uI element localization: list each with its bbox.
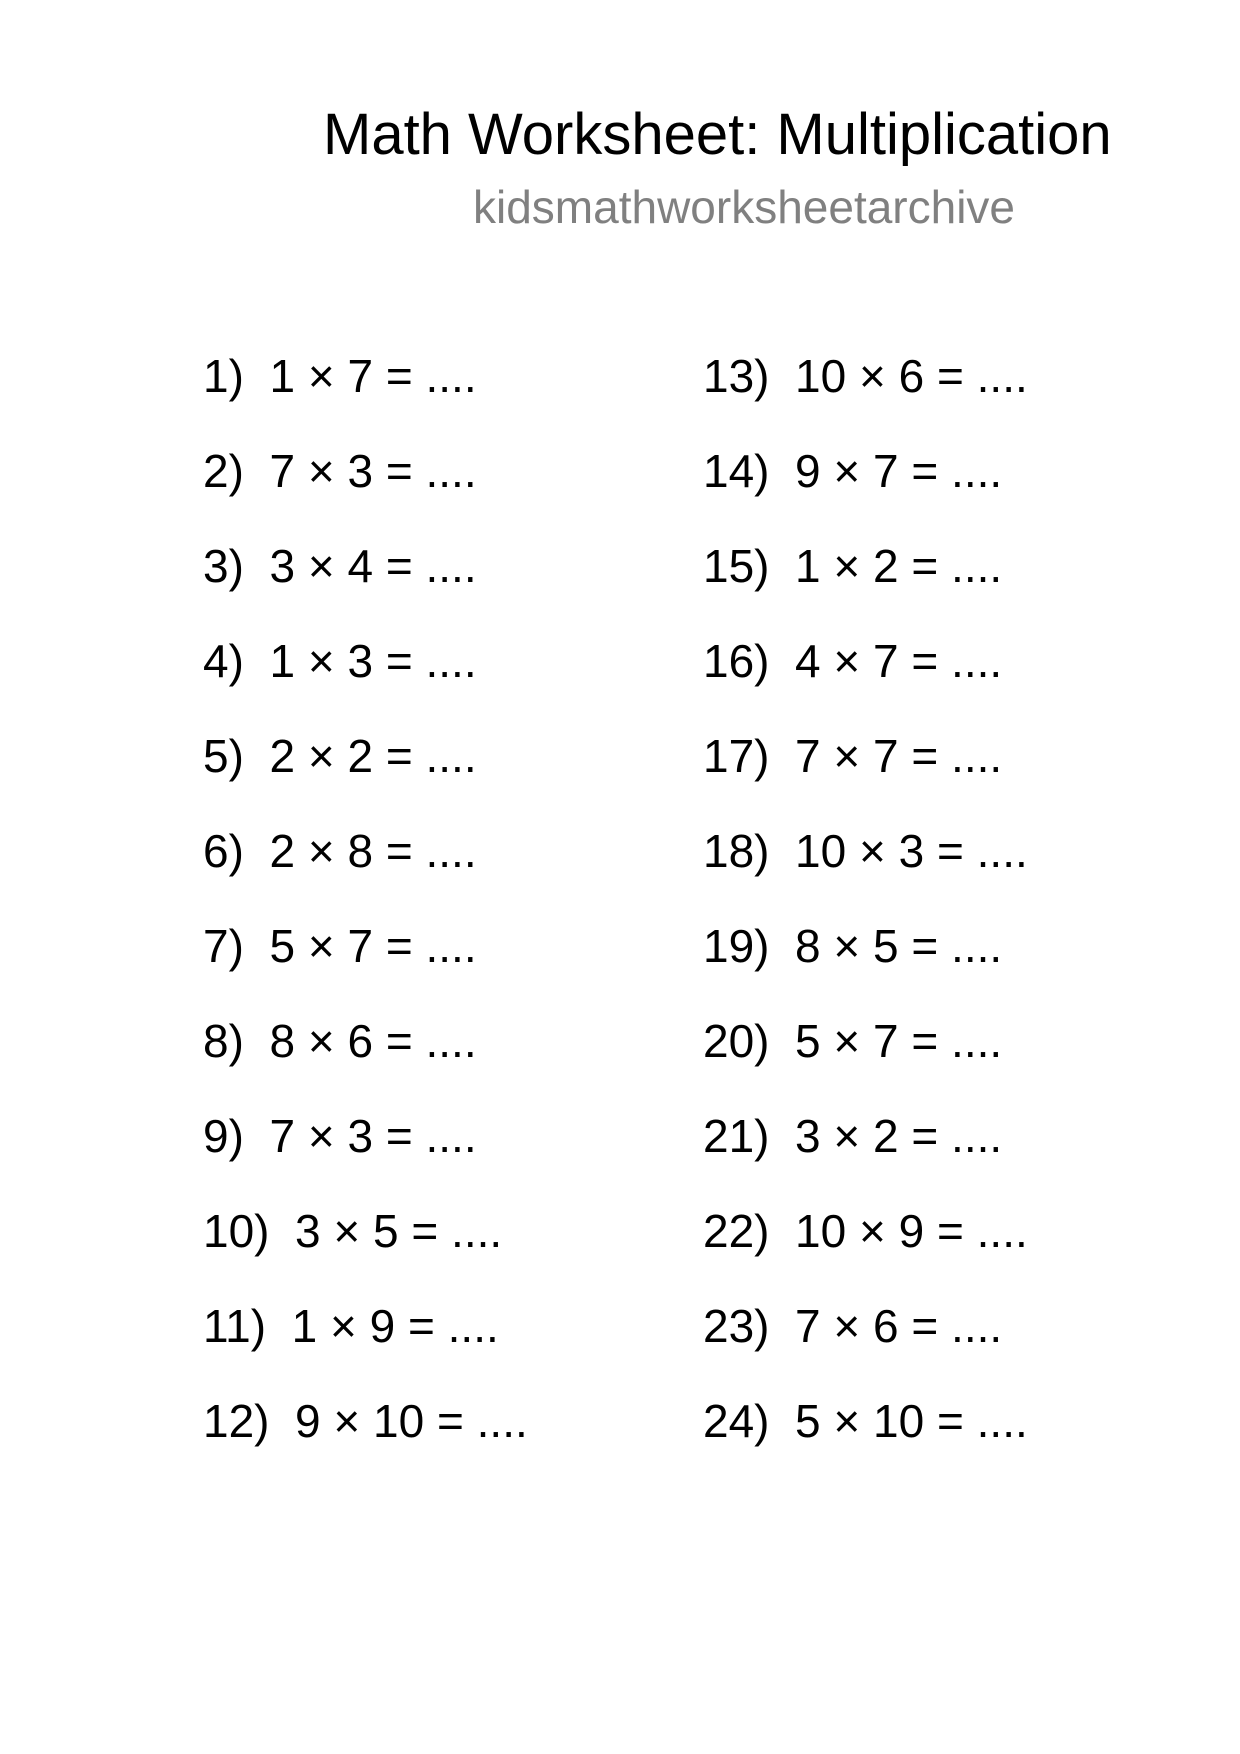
problem-item [203, 445, 528, 543]
problem-expression: 3 × 5 = .... [295, 1205, 503, 1257]
problem-expression: 10 × 3 = .... [795, 825, 1028, 877]
problem-number: 6) [203, 825, 244, 877]
problem-column-right [703, 350, 1028, 1493]
problem-number: 18) [703, 825, 770, 877]
problem-item [203, 825, 528, 923]
problem-number: 2) [203, 445, 244, 497]
problem-expression: 7 × 6 = .... [795, 1300, 1003, 1352]
problem-item [703, 1395, 1028, 1493]
problem-item [203, 1015, 528, 1113]
problem-item [703, 730, 1028, 828]
problem-expression: 5 × 10 = .... [795, 1395, 1028, 1447]
problem-number: 21) [703, 1110, 770, 1162]
problem-expression: 1 × 7 = .... [269, 350, 477, 402]
problem-expression: 5 × 7 = .... [795, 1015, 1003, 1067]
problem-item [703, 540, 1028, 638]
problem-number: 14) [703, 445, 770, 497]
problem-number: 1) [203, 350, 244, 402]
problem-expression: 9 × 7 = .... [795, 445, 1003, 497]
problem-number: 8) [203, 1015, 244, 1067]
problem-expression: 2 × 8 = .... [269, 825, 477, 877]
problem-expression: 5 × 7 = .... [269, 920, 477, 972]
problem-number: 15) [703, 540, 770, 592]
problem-number: 23) [703, 1300, 770, 1352]
problem-number: 20) [703, 1015, 770, 1067]
problem-expression: 9 × 10 = .... [295, 1395, 528, 1447]
problem-item [703, 1110, 1028, 1208]
problem-item [703, 1015, 1028, 1113]
problem-number: 10) [203, 1205, 270, 1257]
problem-item [703, 1205, 1028, 1303]
problem-expression: 1 × 9 = .... [291, 1300, 499, 1352]
problem-expression: 8 × 5 = .... [795, 920, 1003, 972]
problem-number: 4) [203, 635, 244, 687]
problem-number: 13) [703, 350, 770, 402]
problem-item [203, 1300, 528, 1398]
problem-item [203, 350, 528, 448]
problem-expression: 4 × 7 = .... [795, 635, 1003, 687]
problem-number: 11) [203, 1300, 267, 1352]
problem-expression: 3 × 2 = .... [795, 1110, 1003, 1162]
problem-number: 3) [203, 540, 244, 592]
problem-expression: 2 × 2 = .... [269, 730, 477, 782]
problem-expression: 10 × 6 = .... [795, 350, 1028, 402]
problem-item [203, 1395, 528, 1493]
problem-item [703, 350, 1028, 448]
problem-expression: 1 × 2 = .... [795, 540, 1003, 592]
problem-number: 17) [703, 730, 770, 782]
problem-expression: 8 × 6 = .... [269, 1015, 477, 1067]
problem-item [203, 635, 528, 733]
problem-expression: 3 × 4 = .... [269, 540, 477, 592]
problem-item [203, 1205, 528, 1303]
problem-item [203, 1110, 528, 1208]
problem-item [203, 920, 528, 1018]
problem-expression: 7 × 3 = .... [269, 445, 477, 497]
problem-item [703, 445, 1028, 543]
problem-number: 16) [703, 635, 770, 687]
problem-number: 22) [703, 1205, 770, 1257]
problem-item [703, 635, 1028, 733]
problem-expression: 7 × 7 = .... [795, 730, 1003, 782]
worksheet-source-label: kidsmathworksheetarchive [473, 181, 1016, 233]
problem-number: 9) [203, 1110, 244, 1162]
problem-number: 24) [703, 1395, 770, 1447]
problem-number: 7) [203, 920, 244, 972]
problem-item [203, 540, 528, 638]
problem-item [703, 1300, 1028, 1398]
problem-number: 5) [203, 730, 244, 782]
problem-number: 12) [203, 1395, 270, 1447]
problem-number: 19) [703, 920, 770, 972]
problem-expression: 1 × 3 = .... [269, 635, 477, 687]
worksheet-title: Math Worksheet: Multiplication [323, 102, 1112, 167]
problem-item [703, 825, 1028, 923]
problem-item [203, 730, 528, 828]
problem-item [703, 920, 1028, 1018]
problem-column-left [203, 350, 528, 1493]
problem-expression: 7 × 3 = .... [269, 1110, 477, 1162]
problem-expression: 10 × 9 = .... [795, 1205, 1028, 1257]
